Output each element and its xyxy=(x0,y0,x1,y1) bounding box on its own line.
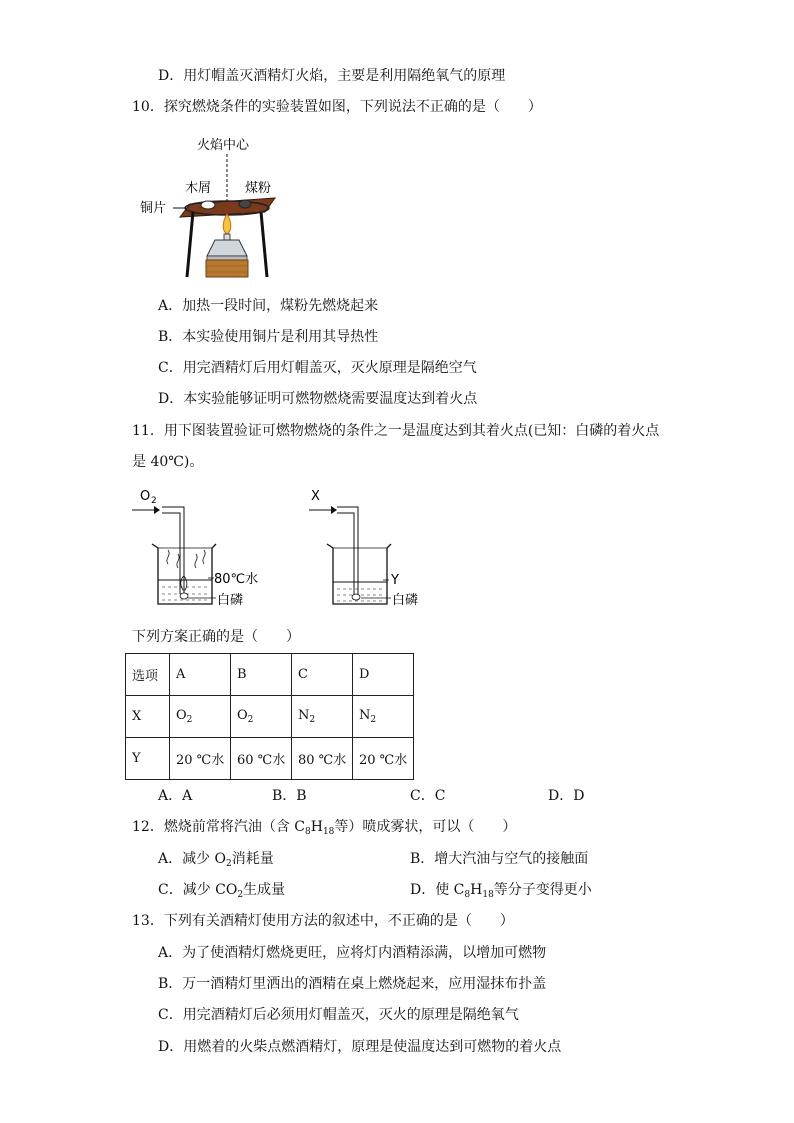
right-phosphorus xyxy=(352,594,360,600)
label-left-solid: 白磷 xyxy=(217,593,244,608)
table-cell: 20 ℃水 xyxy=(353,738,414,780)
q9-option-d: D．用灯帽盖灭酒精灯火焰，主要是利用隔绝氧气的原理 xyxy=(158,68,506,84)
q13-option-a: A．为了使酒精灯燃烧更旺，应将灯内酒精添满，以增加可燃物 xyxy=(158,945,547,961)
q10-option-c: C．用完酒精灯后用灯帽盖灭，灭火原理是隔绝空气 xyxy=(158,360,477,376)
table-cell: $N_2$ xyxy=(292,696,353,738)
table-header-cell: D xyxy=(353,654,414,696)
q10-option-d: D．本实验能够证明可燃物燃烧需要温度达到着火点 xyxy=(158,391,478,407)
label-copper: 铜片 xyxy=(140,201,167,216)
label-flame-center: 火焰中心 xyxy=(197,138,250,153)
table-cell: $O_2$ xyxy=(170,696,231,738)
q13-option-b: B．万一酒精灯里洒出的酒精在桌上燃烧起来，应用湿抹布扑盖 xyxy=(158,976,547,992)
label-left-gas-sub: 2 xyxy=(151,496,157,506)
q12-option-a: A．减少 $O_2$消耗量 xyxy=(158,851,274,869)
table-row xyxy=(126,654,414,696)
q12-option-d: D．使 $C_8H_{18}$等分子变得更小 xyxy=(410,882,592,900)
table-header-cell: B xyxy=(231,654,292,696)
table-cell: $O_2$ xyxy=(231,696,292,738)
q12-stem: 12．燃烧前常将汽油（含 $C_8H_{18}$等）喷成雾状，可以（ ） xyxy=(132,819,517,837)
table-header-cell: A xyxy=(170,654,231,696)
q11-stem-line1: 11．用下图装置验证可燃物燃烧的条件之一是温度达到其着火点(已知：白磷的着火点 xyxy=(132,423,660,439)
q10-stem: 10．探究燃烧条件的实验装置如图，下列说法不正确的是（ ） xyxy=(132,99,542,115)
table-row xyxy=(126,696,414,738)
q13-option-c: C．用完酒精灯后必须用灯帽盖灭，灭火的原理是隔绝氧气 xyxy=(158,1007,519,1023)
left-phosphorus xyxy=(180,593,188,599)
table-cell: 20 ℃水 xyxy=(170,738,231,780)
table-header-cell: C xyxy=(292,654,353,696)
table-cell: $N_2$ xyxy=(353,696,414,738)
q10-option-a: A．加热一段时间，煤粉先燃烧起来 xyxy=(158,298,379,314)
table-cell: Y xyxy=(126,738,170,780)
table-cell: 80 ℃水 xyxy=(292,738,353,780)
q11-right-figure xyxy=(305,486,435,612)
label-right-solid: 白磷 xyxy=(392,593,419,608)
table-cell: X xyxy=(126,696,170,738)
q13-stem: 13．下列有关酒精灯使用方法的叙述中，不正确的是（ ） xyxy=(132,913,514,929)
table-header-cell: 选项 xyxy=(126,654,170,696)
q13-option-d: D．用燃着的火柴点燃酒精灯，原理是使温度达到可燃物的着火点 xyxy=(158,1039,562,1055)
table-cell: 60 ℃水 xyxy=(231,738,292,780)
q11-choice-b: B．B xyxy=(272,788,307,804)
q10-option-b: B．本实验使用铜片是利用其导热性 xyxy=(158,329,379,345)
wooden-block xyxy=(206,260,248,277)
q11-choice-d: D．D xyxy=(548,788,585,804)
q11-prompt: 下列方案正确的是（ ） xyxy=(132,629,300,645)
table-row xyxy=(126,738,414,780)
flame xyxy=(223,214,231,234)
label-wood: 木屑 xyxy=(185,181,212,196)
q11-stem-line2: 是 40℃)。 xyxy=(132,454,204,470)
q10-figure xyxy=(135,132,295,282)
wood-sample xyxy=(201,201,215,209)
label-left-gas: O xyxy=(140,489,151,504)
coal-sample xyxy=(239,200,251,208)
q11-choice-a: A．A xyxy=(158,788,193,804)
label-coal: 煤粉 xyxy=(245,181,272,196)
label-left-water: 80℃水 xyxy=(214,572,259,587)
q11-left-figure xyxy=(130,486,280,612)
alcohol-lamp xyxy=(207,240,247,256)
q12-option-c: C．减少 $CO_2$生成量 xyxy=(158,882,286,900)
label-right-y: Y xyxy=(391,573,399,588)
q11-choice-c: C．C xyxy=(410,788,446,804)
label-right-gas: X xyxy=(311,489,320,504)
q12-option-b: B．增大汽油与空气的接触面 xyxy=(410,851,589,867)
q11-options-table xyxy=(125,653,414,780)
